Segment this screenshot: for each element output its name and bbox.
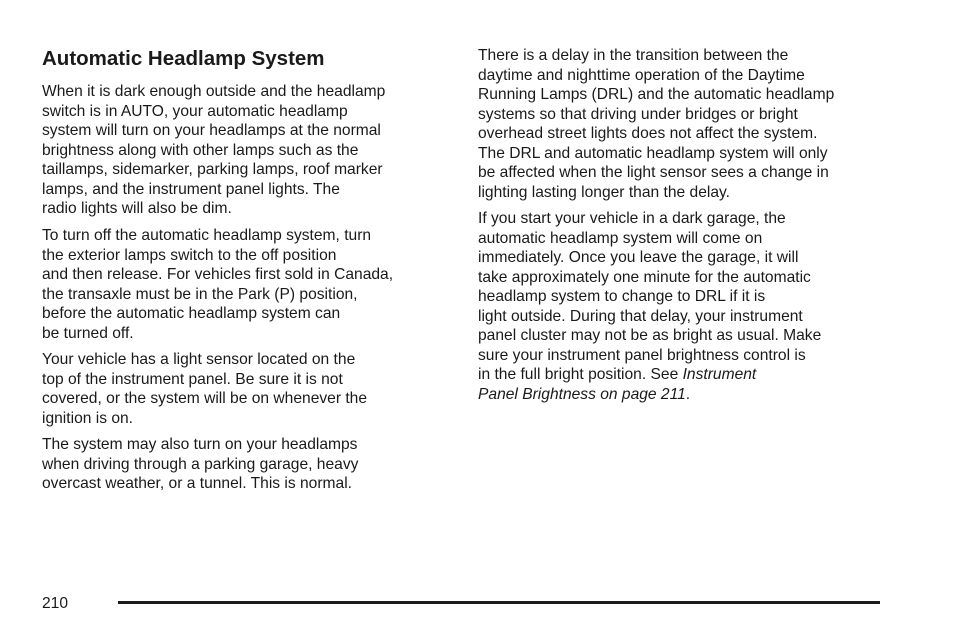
text-line: be turned off.: [42, 324, 134, 342]
text-line: immediately. Once you leave the garage, it will: [478, 249, 799, 266]
paragraph-dark-garage: [478, 209, 821, 404]
paragraph-light-sensor: [42, 350, 367, 428]
text-line: Your vehicle has a light sensor located on the: [42, 351, 356, 368]
text-fragment: in the full bright position. See: [478, 366, 683, 383]
text-line: daytime and nighttime operation of the Daytime: [478, 66, 805, 84]
text-line: overhead street lights does not affect the system.: [478, 125, 818, 142]
text-line: When it is dark enough outside and the headlamp: [42, 83, 386, 100]
footer-rule: [118, 601, 880, 604]
text-line: the transaxle must be in the Park (P) position,: [42, 285, 358, 303]
text-line: To turn off the automatic headlamp system, turn: [42, 227, 372, 244]
text-line: and then release. For vehicles first sold in Canada,: [42, 266, 394, 283]
text-fragment: .: [685, 385, 691, 403]
text-line: the exterior lamps switch to the off position: [42, 246, 337, 264]
text-line: covered, or the system will be on whenever the: [42, 390, 368, 407]
text-line: There is a delay in the transition between the: [478, 47, 789, 64]
paragraph-turn-off: [42, 226, 393, 343]
text-line: radio lights will also be dim.: [42, 200, 232, 217]
cross-reference-text: Instrument: [682, 366, 757, 383]
text-line: The DRL and automatic headlamp system will only: [478, 144, 828, 162]
text-line: ignition is on.: [42, 409, 134, 427]
text-line: system will turn on your headlamps at the normal: [42, 122, 381, 139]
text-line: Running Lamps (DRL) and the automatic headlamp: [478, 86, 835, 103]
text-line: lighting lasting longer than the delay.: [478, 183, 730, 201]
text-line: If you start your vehicle in a dark garage, the: [478, 210, 786, 227]
text-line: headlamp system to change to DRL if it is: [478, 288, 766, 305]
text-line: sure your instrument panel brightness control is: [478, 346, 806, 364]
paragraph-auto-mode: [42, 82, 385, 219]
text-line: lamps, and the instrument panel lights. The: [42, 180, 340, 198]
text-line: light outside. During that delay, your instrument: [478, 307, 803, 325]
text-line: before the automatic headlamp system can: [42, 305, 341, 322]
text-line: top of the instrument panel. Be sure it is not: [42, 370, 343, 388]
text-line: brightness along with other lamps such as the: [42, 141, 359, 159]
text-line: be affected when the light sensor sees a change in: [478, 164, 829, 181]
cross-reference-text: Panel Brightness on page 211: [478, 385, 686, 403]
text-line: take approximately one minute for the automatic: [478, 268, 811, 286]
text-line: taillamps, sidemarker, parking lamps, roof marker: [42, 161, 383, 178]
text-line: switch is in AUTO, your automatic headlamp: [42, 102, 348, 120]
paragraph-garage-tunnel: [42, 435, 358, 494]
text-line: The system may also turn on your headlamps: [42, 436, 358, 453]
text-line: panel cluster may not be as bright as usual. Make: [478, 327, 822, 344]
text-line: [478, 365, 821, 385]
page-number: 210: [42, 595, 69, 612]
paragraph-drl-delay: [478, 46, 834, 202]
text-line: when driving through a parking garage, heavy: [42, 455, 359, 473]
text-line: [478, 385, 821, 405]
section-heading: Automatic Headlamp System: [42, 47, 325, 70]
text-line: automatic headlamp system will come on: [478, 229, 763, 247]
text-line: systems so that driving under bridges or bright: [478, 105, 798, 123]
text-line: overcast weather, or a tunnel. This is normal.: [42, 475, 353, 492]
